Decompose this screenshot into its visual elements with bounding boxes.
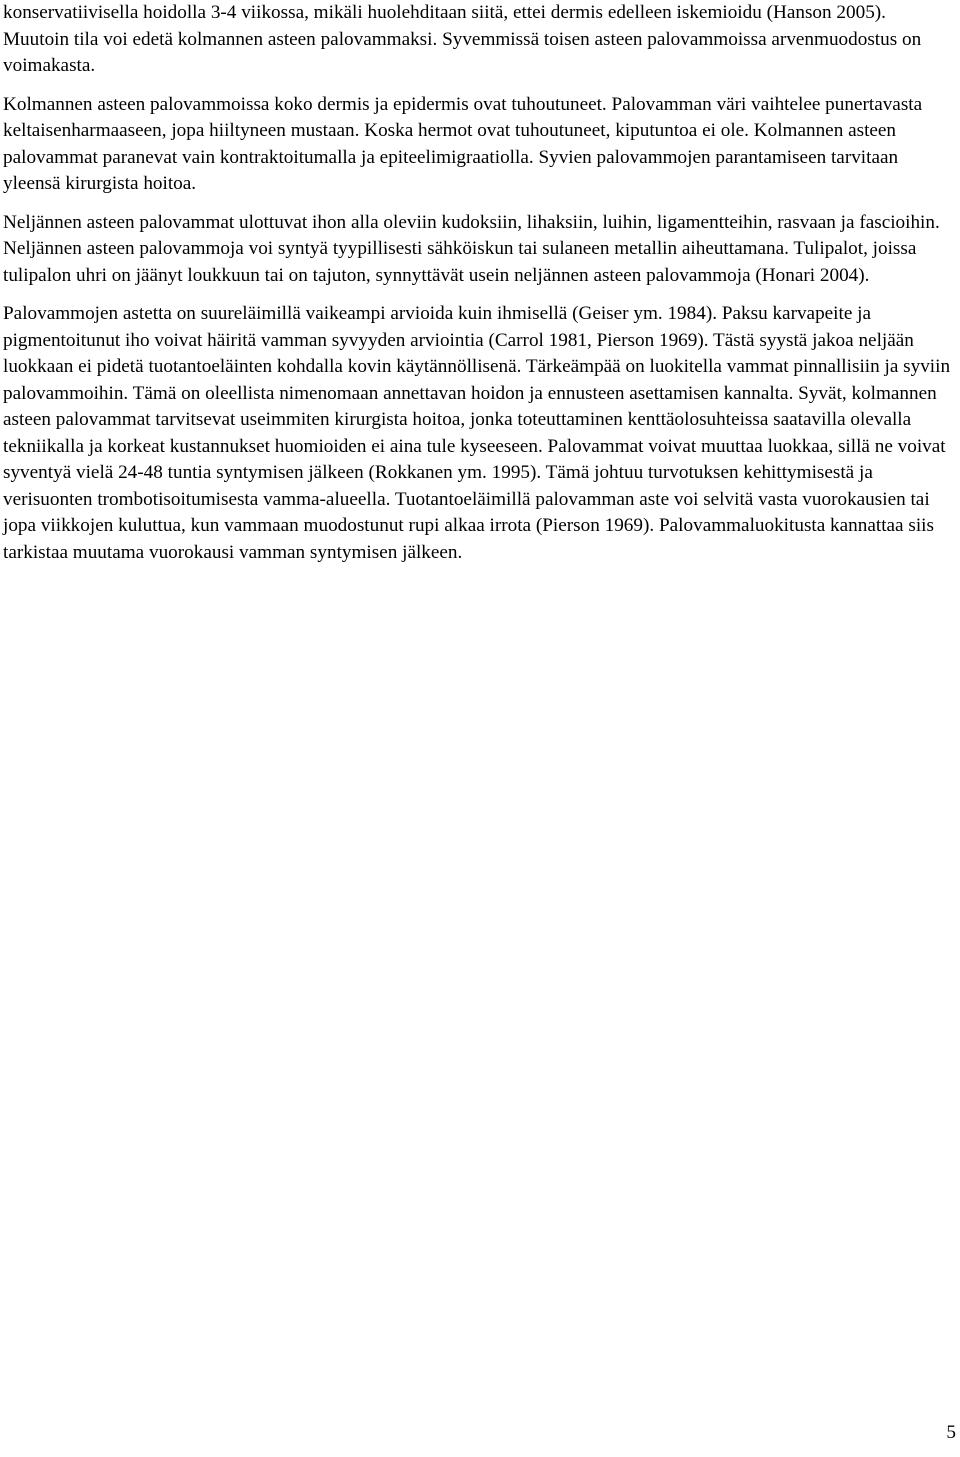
body-text [3, 0, 955, 578]
paragraph-continuation: konservatiivisella hoidolla 3-4 viikossa, mikäli huolehditaan siitä, ettei dermis edelleen iskemioidu (Hanson 2005). Muutoin tila voi edetä kolmannen asteen palovammaksi. Syvemmissä toisen asteen palovammoissa arvenmuodostus on voimakasta. [3, 2, 922, 76]
paragraph-fourth-degree-burns: Neljännen asteen palovammat ulottuvat ihon alla oleviin kudoksiin, lihaksiin, luihin, ligamentteihin, rasvaan ja fascioihin. Neljännen asteen palovammoja voi syntyä tyypillisesti sähköiskun tai sulaneen metallin aiheuttamana. Tulipalot, joissa tulipalon uhri on jäänyt loukkuun tai on tajuton, synnyttävät usein neljännen asteen palovammoja (Honari 2004). [3, 211, 940, 286]
paragraph-third-degree-burns: Kolmannen asteen palovammoissa koko dermis ja epidermis ovat tuhoutuneet. Palovamman väri vaihtelee punertavasta keltaisenharmaaseen, jopa hiiltyneen mustaan. Koska hermot ovat tuhoutuneet, kiputuntoa ei ole. Kolmannen asteen palovammat paranevat vain kontraktoitumalla ja epiteelimigraatiolla. Syvien palovammojen parantamiseen tarvitaan yleensä kirurgista hoitoa. [3, 93, 923, 194]
paragraph-large-animal-assessment: Palovammojen astetta on suureläimillä vaikeampi arvioida kuin ihmisellä (Geiser ym. 1984). Paksu karvapeite ja pigmentoitunut iho voivat häiritä vamman syvyyden arviointia (Carrol 1981, Pierson 1969). Tästä syystä jakoa neljään luokkaan ei pidetä tuotantoeläinten kohdalla kovin käytännöllisenä. Tärkeämpää on luokitella vammat pinnallisiin ja syviin palovammoihin. Tämä on oleellista nimenomaan annettavan hoidon ja ennusteen asettamisen kannalta. Syvät, kolmannen asteen palovammat tarvitsevat useimmiten kirurgista hoitoa, jonka toteuttaminen kenttäolosuhteissa saatavilla olevalla tekniikalla ja korkeat kustannukset huomioiden ei aina tule kyseeseen. Palovammat voivat muuttaa luokkaa, sillä ne voivat syventyä vielä 24-48 tuntia syntymisen jälkeen (Rokkanen ym. 1995). Tämä johtuu turvotuksen kehittymisestä ja verisuonten trombotisoitumisesta vamma-alueella. Tuotantoeläimillä palovamman aste voi selvitä vasta vuorokausien tai jopa viikkojen kuluttua, kun vammaan muodostunut rupi alkaa irrota (Pierson 1969). Palovammaluokitusta kannattaa siis tarkistaa muutama vuorokausi vamman syntymisen jälkeen. [3, 303, 951, 563]
page-number: 5 [946, 1422, 956, 1443]
